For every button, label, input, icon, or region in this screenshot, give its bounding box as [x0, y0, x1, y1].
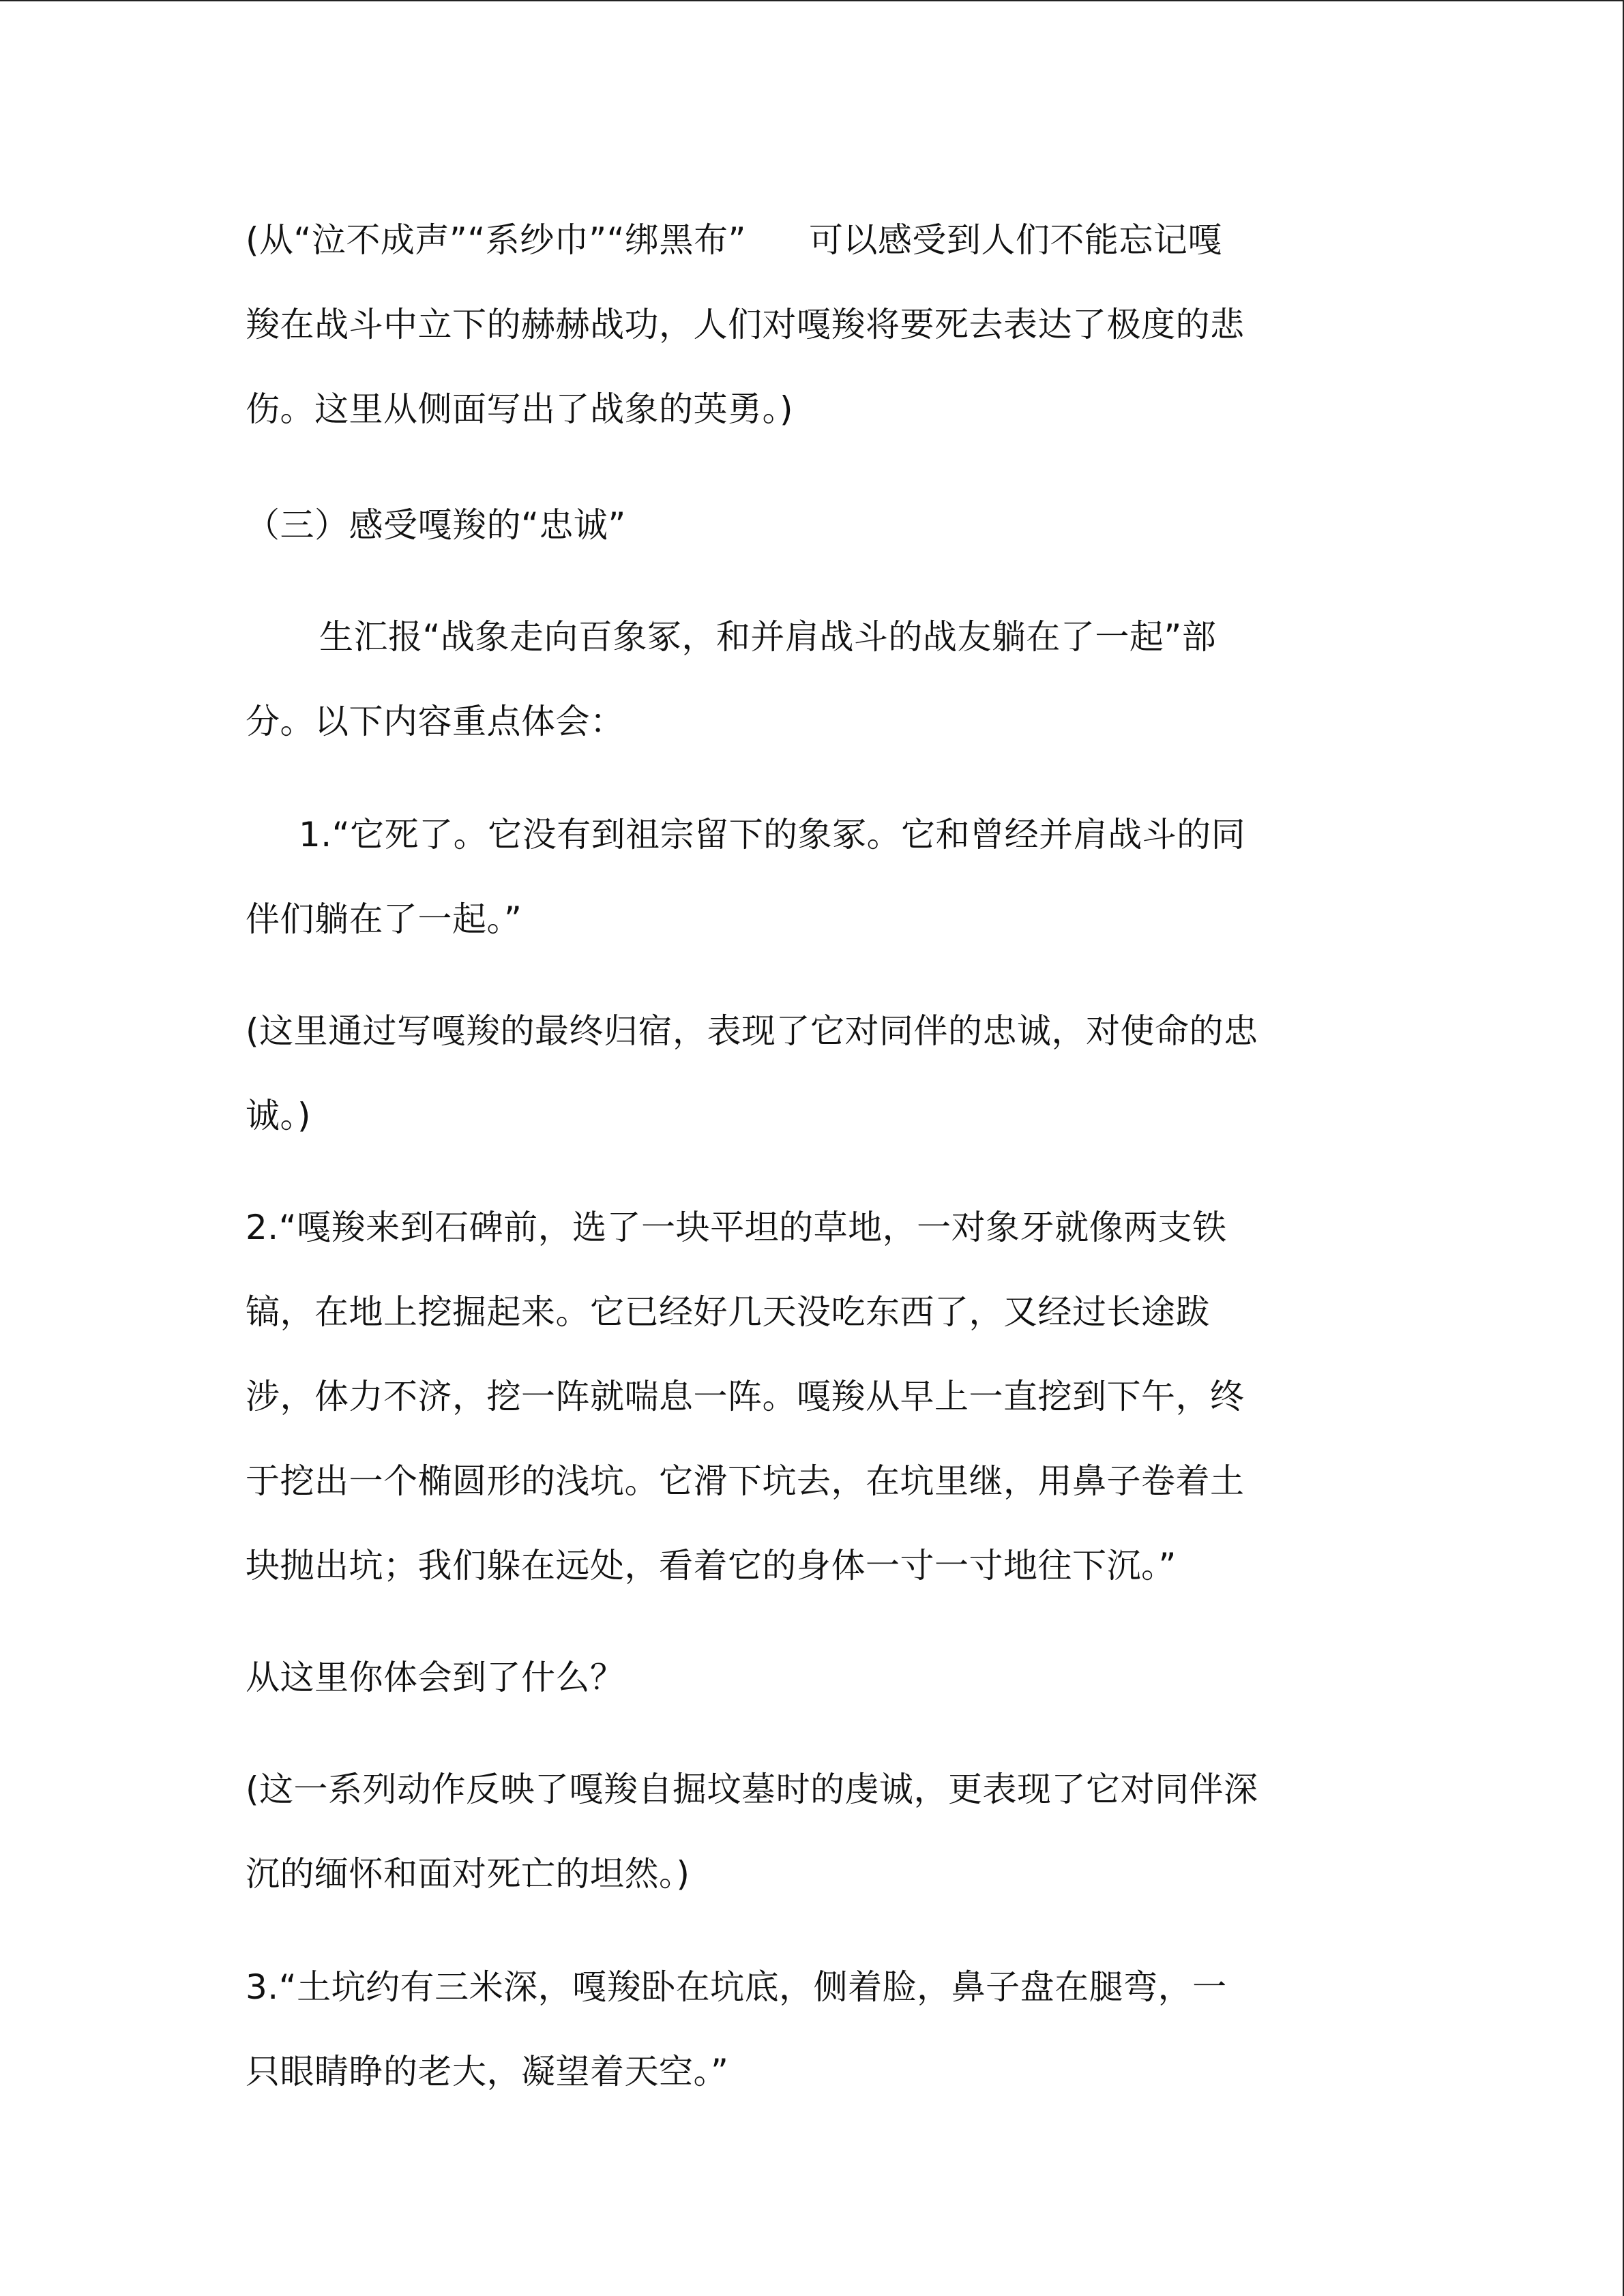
paragraph-line-17: (这一系列动作反映了嘎羧自掘坟墓时的虔诚，更表现了它对同伴深	[246, 1770, 1258, 1809]
paragraph-line-3: 伤。这里从侧面写出了战象的英勇。)	[246, 389, 794, 429]
list-item-1-line-2: 伴们躺在了一起。”	[246, 899, 522, 939]
list-item-2-line-2: 镐，在地上挖掘起来。它已经好几天没吃东西了，又经过长途跋	[246, 1292, 1210, 1332]
list-item-3-line-1: 3.“土坑约有三米深，嘎羧卧在坑底，侧着脸，鼻子盘在腿弯，一	[246, 1967, 1227, 2007]
list-item-3-line-2: 只眼睛睁的老大，凝望着天空。”	[246, 2052, 729, 2091]
list-item-1-line-1: 1.“它死了。它没有到祖宗留下的象冢。它和曾经并肩战斗的同	[299, 815, 1246, 854]
section-heading: （三）感受嘎羧的“忠诚”	[246, 505, 626, 545]
line-1-part-a: (从“泣不成声”“系纱巾”“绑黑布”	[246, 220, 746, 260]
paragraph-line-9: (这里通过写嘎羧的最终归宿，表现了它对同伴的忠诚，对使命的忠	[246, 1011, 1258, 1051]
paragraph-line-1	[246, 218, 1222, 262]
list-item-2-line-5: 块抛出坑；我们躲在远处，看着它的身体一寸一寸地往下沉。”	[246, 1546, 1177, 1585]
line-1-part-b: 可以感受到人们不能忘记嘎	[808, 220, 1222, 260]
question-line: 从这里你体会到了什么？	[246, 1658, 625, 1697]
paragraph-line-5: 生汇报“战象走向百象冢，和并肩战斗的战友躺在了一起”部	[319, 617, 1217, 657]
list-item-2-line-4: 于挖出一个椭圆形的浅坑。它滑下坑去，在坑里继，用鼻子卷着土	[246, 1461, 1245, 1501]
paragraph-line-18: 沉的缅怀和面对死亡的坦然。)	[246, 1854, 690, 1894]
list-item-2-line-1: 2.“嘎羧来到石碑前，选了一块平坦的草地，一对象牙就像两支铁	[246, 1208, 1227, 1247]
paragraph-line-2: 羧在战斗中立下的赫赫战功，人们对嘎羧将要死去表达了极度的悲	[246, 305, 1245, 344]
paragraph-line-10: 诚。)	[246, 1096, 312, 1135]
paragraph-line-6: 分。以下内容重点体会：	[246, 702, 625, 741]
list-item-2-line-3: 涉，体力不济，挖一阵就喘息一阵。嘎羧从早上一直挖到下午，终	[246, 1377, 1245, 1416]
